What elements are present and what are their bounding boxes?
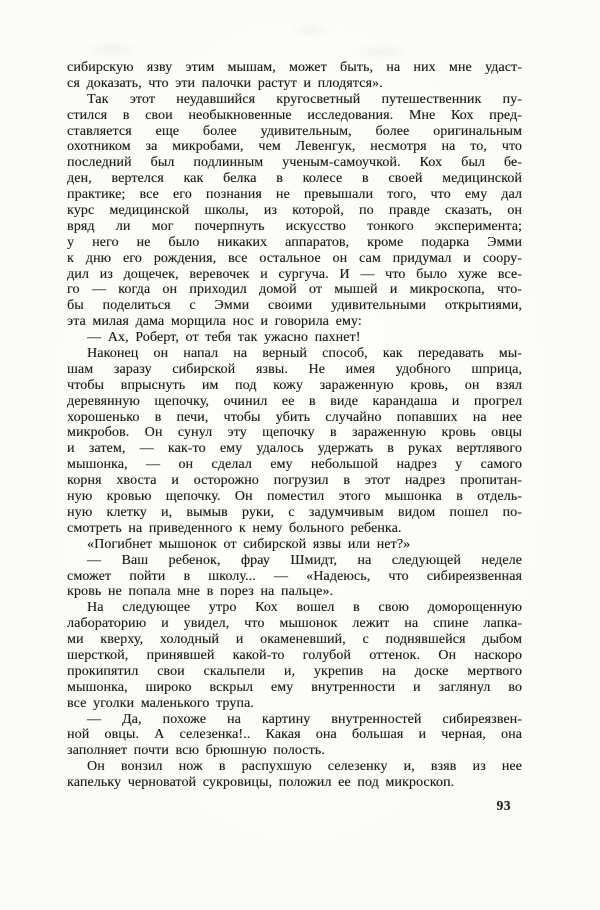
text-line: На следующее утро Кох вошел в свою доморощенную (87, 600, 522, 616)
text-line: ной овцы. А селезенка!.. Какая она большая и черная, она (67, 727, 522, 743)
text-line: ся доказать, что эти палочки растут и плодятся». (67, 75, 383, 91)
text-line: Наконец он напал на верный способ, как передавать мы- (87, 346, 522, 362)
text-line: эта милая дама морщила нос и говорила ему: (67, 314, 362, 330)
text-line: хорошенько в печи, чтобы убить случайно попавших на нее (67, 409, 522, 425)
text-line: — Да, похоже на картину внутренностей сибиреязвен- (87, 711, 522, 727)
text-line: Так этот неудавшийся кругосветный путешественник пу- (87, 91, 522, 107)
text-line: последний был подлинным ученым-самоучкой. Кох был бе- (67, 155, 522, 171)
text-line: бы поделиться с Эмми своими удивительными открытиями, (67, 298, 522, 314)
text-line: дил из дощечек, веревочек и сургуча. И — что было хуже все- (67, 266, 522, 282)
text-line: у него не было никаких аппаратов, кроме подарка Эмми (67, 234, 522, 250)
text-line: практике; все его познания не превышали того, что ему дал (67, 187, 522, 203)
text-line: курс медицинской школы, из которой, по правде сказать, он (67, 203, 522, 219)
text-line: прокипятил свои скальпели и, укрепив на доске мертвого (67, 663, 522, 679)
text-line: — Ах, Роберт, от тебя так ужасно пахнет! (87, 330, 361, 346)
text-line: ную клетку и, вымыв руки, с задумчивым видом пошел по- (67, 504, 522, 520)
text-line: го — когда он приходил домой от мышей и микроскопа, что- (67, 282, 522, 298)
text-line: чтобы впрыснуть им под кожу зараженную кровь, он взял (67, 377, 522, 393)
text-line: и затем, — как-то ему удалось удержать в руках вертлявого (67, 441, 522, 457)
text-line: вряд ли мог почерпнуть искусство тонкого эксперимента; (67, 218, 522, 234)
text-line: микробов. Он сунул эту щепочку в зараженную кровь овцы (67, 425, 522, 441)
text-line: мышонка, широко вскрыл ему внутренности и заглянул во (67, 679, 522, 695)
page-number: 93 (496, 798, 511, 813)
text-line: сибирскую язву этим мышам, может быть, на них мне удаст- (67, 60, 522, 75)
text-line: ми кверху, холодный и окаменевший, с поднявшейся дыбом (67, 632, 522, 648)
text-line: сможет пойти в школу... — «Надеюсь, что сибиреязвенная (67, 568, 522, 584)
text-line: к дню его рождения, все остальное он сам придумал и соору- (67, 250, 522, 266)
text-line: капельку черноватой сукровицы, положил ее под микроскоп. (67, 775, 455, 791)
text-line: ден, вертелся как белка в колесе в своей медицинской (67, 171, 522, 187)
text-line: все уголки маленького трупа. (67, 695, 254, 711)
text-line: деревянную щепочку, очинил ее в виде карандаша и прогрел (67, 393, 522, 409)
text-line: лабораторию и увидел, что мышонок лежит на спине лапка- (67, 616, 522, 632)
text-line: шерсткой, принявшей какой-то голубой оттенок. Он наскоро (67, 647, 522, 663)
text-line: корня хвоста и осторожно погрузил в этот надрез пропитан- (67, 473, 522, 489)
text-line: охотником за микробами, чем Левенгук, несмотря на то, что (67, 139, 522, 155)
text-line: смотреть на приведенного к нему больного ребенка. (67, 520, 402, 536)
text-line: заполняет почти всю брюшную полость. (67, 743, 325, 759)
text-line: — Ваш ребенок, фрау Шмидт, на следующей неделе (87, 552, 522, 568)
page-text-block (67, 60, 522, 791)
text-line: кровь не попала мне в порез на пальце». (67, 584, 334, 600)
text-line: стился в свои необыкновенные исследования. Мне Кох пред- (67, 107, 522, 123)
text-line: ставляется еще более удивительным, более оригинальным (67, 123, 522, 139)
text-line: Он вонзил нож в распухшую селезенку и, взяв из нее (87, 759, 522, 775)
text-line: ную кровью щепочку. Он поместил этого мышонка в отдель- (67, 489, 522, 505)
text-line: «Погибнет мышонок от сибирской язвы или нет?» (87, 536, 411, 552)
text-line: шам заразу сибирской язвы. Не имея удобного шприца, (67, 361, 522, 377)
text-line: мышонка, — он сделал ему небольшой надрез у самого (67, 457, 522, 473)
